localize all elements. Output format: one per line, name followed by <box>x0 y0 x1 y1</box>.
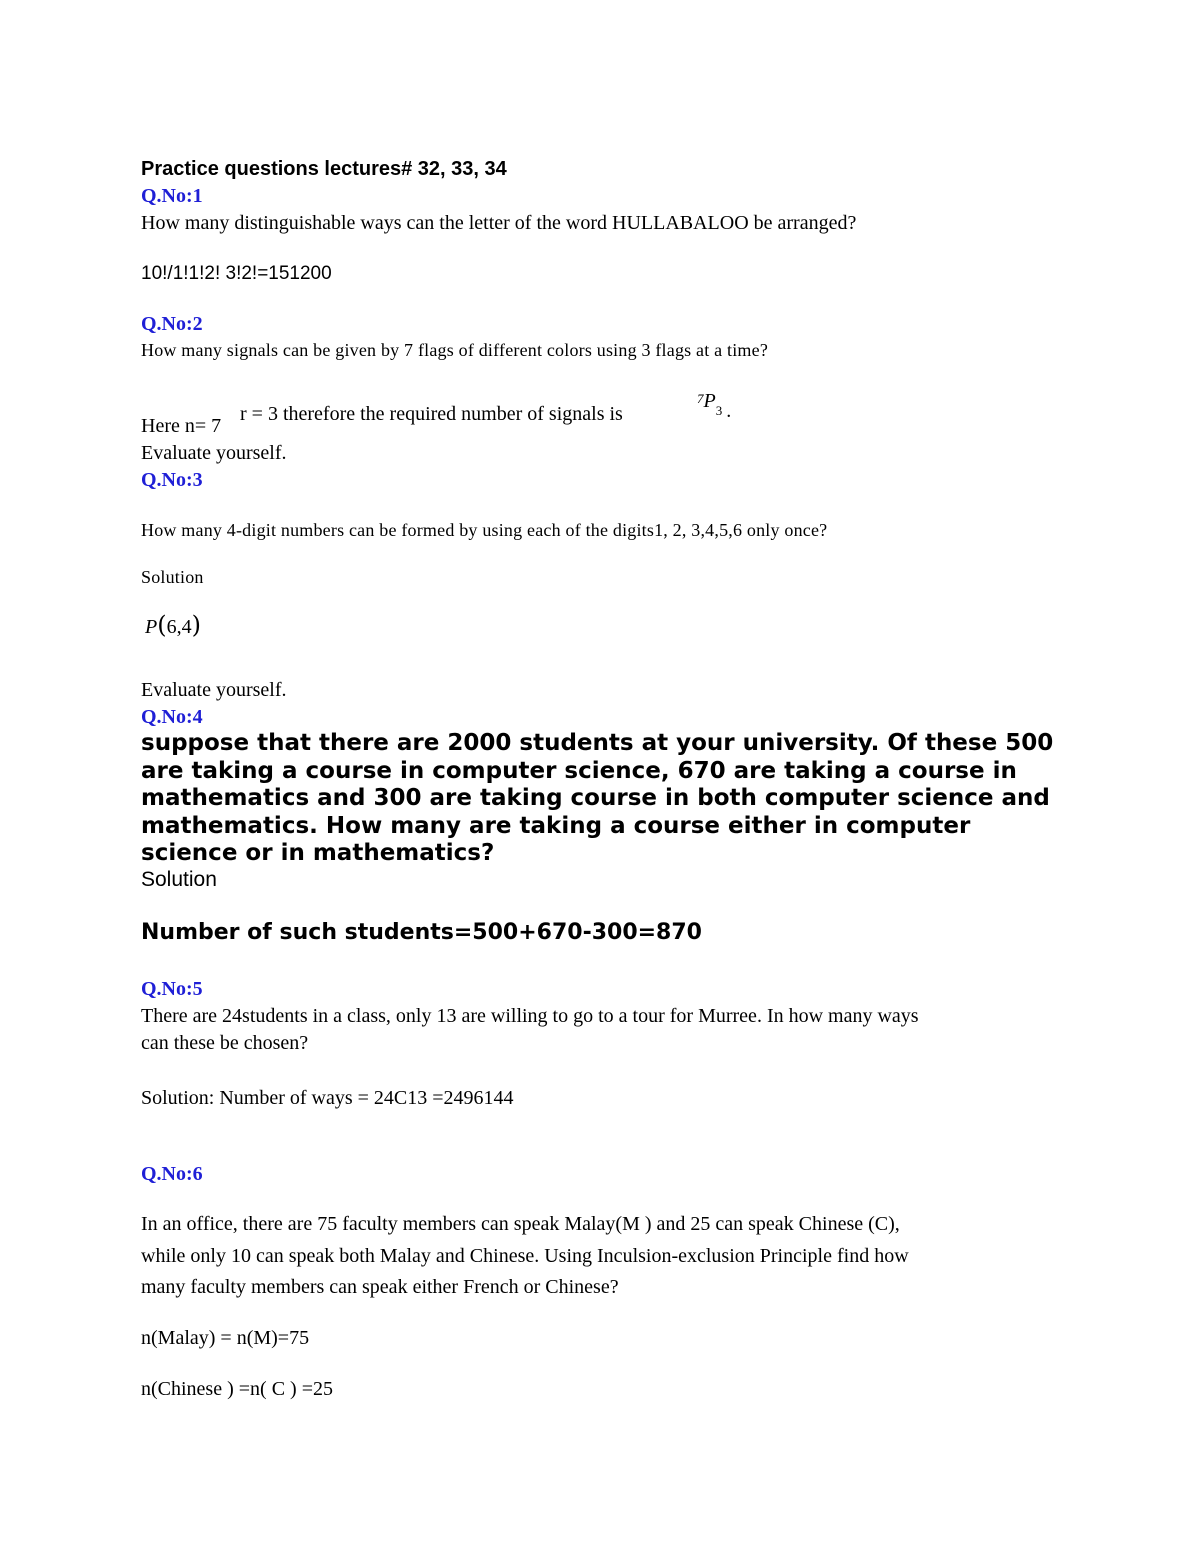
document-title: Practice questions lectures# 32, 33, 34 <box>141 158 507 180</box>
question-5-label: Q.No:5 <box>141 978 203 1000</box>
question-4-text: suppose that there are 2000 students at your university. Of these 500 are taking a course in computer science, 670 are taking a course in mathematics and 300 are taking course in both computer science and mathematics. How many are taking a course either in computer science or in mathematics? <box>141 730 1054 866</box>
question-3-evaluate: Evaluate yourself. <box>141 679 287 701</box>
question-4-solution-label: Solution <box>141 868 217 891</box>
question-2-evaluate: Evaluate yourself. <box>141 442 287 464</box>
question-6-malay: n(Malay) = n(M)=75 <box>141 1327 310 1349</box>
question-2-label: Q.No:2 <box>141 313 203 335</box>
question-4-answer: Number of such students=500+670-300=870 <box>141 920 702 945</box>
question-1-label: Q.No:1 <box>141 185 203 207</box>
question-3-label: Q.No:3 <box>141 469 203 491</box>
formula-p: P <box>145 616 158 638</box>
perm-superscript: 7 <box>697 391 704 406</box>
question-5-text-line1: There are 24students in a class, only 13 are willing to go to a tour for Murree. In how many ways <box>141 1005 919 1027</box>
perm-subscript: 3 <box>715 403 723 418</box>
permutation-formula <box>697 390 732 422</box>
question-3-formula <box>145 612 201 640</box>
question-5-solution: Solution: Number of ways = 24C13 =2496144 <box>141 1087 514 1109</box>
question-6-line2: while only 10 can speak both Malay and Chinese. Using Inculsion-exclusion Principle find how <box>141 1245 909 1267</box>
question-6-line3: many faculty members can speak either French or Chinese? <box>141 1276 619 1298</box>
perm-period: . <box>726 400 732 422</box>
formula-close-paren: ) <box>191 611 201 639</box>
question-2-text: How many signals can be given by 7 flags of different colors using 3 flags at a time? <box>141 340 769 360</box>
question-3-solution-label: Solution <box>141 567 204 587</box>
question-1-text: How many distinguishable ways can the letter of the word HULLABALOO be arranged? <box>141 212 857 234</box>
question-5-text-line2: can these be chosen? <box>141 1032 309 1054</box>
question-1-answer: 10!/1!1!2! 3!2!=151200 <box>141 263 332 284</box>
perm-symbol: P <box>703 390 716 412</box>
question-6-label: Q.No:6 <box>141 1163 203 1185</box>
question-4-label: Q.No:4 <box>141 706 203 728</box>
question-3-text: How many 4-digit numbers can be formed by using each of the digits1, 2, 3,4,5,6 only once? <box>141 520 828 540</box>
question-2-here: Here n= 7 <box>141 415 222 437</box>
question-6-chinese: n(Chinese ) =n( C ) =25 <box>141 1378 333 1400</box>
formula-open-paren: ( <box>157 611 167 639</box>
formula-args: 6,4 <box>166 616 192 638</box>
question-6-line1: In an office, there are 75 faculty members can speak Malay(M ) and 25 can speak Chinese (C), <box>141 1213 900 1235</box>
question-2-r-part: r = 3 therefore the required number of signals is <box>240 403 623 425</box>
